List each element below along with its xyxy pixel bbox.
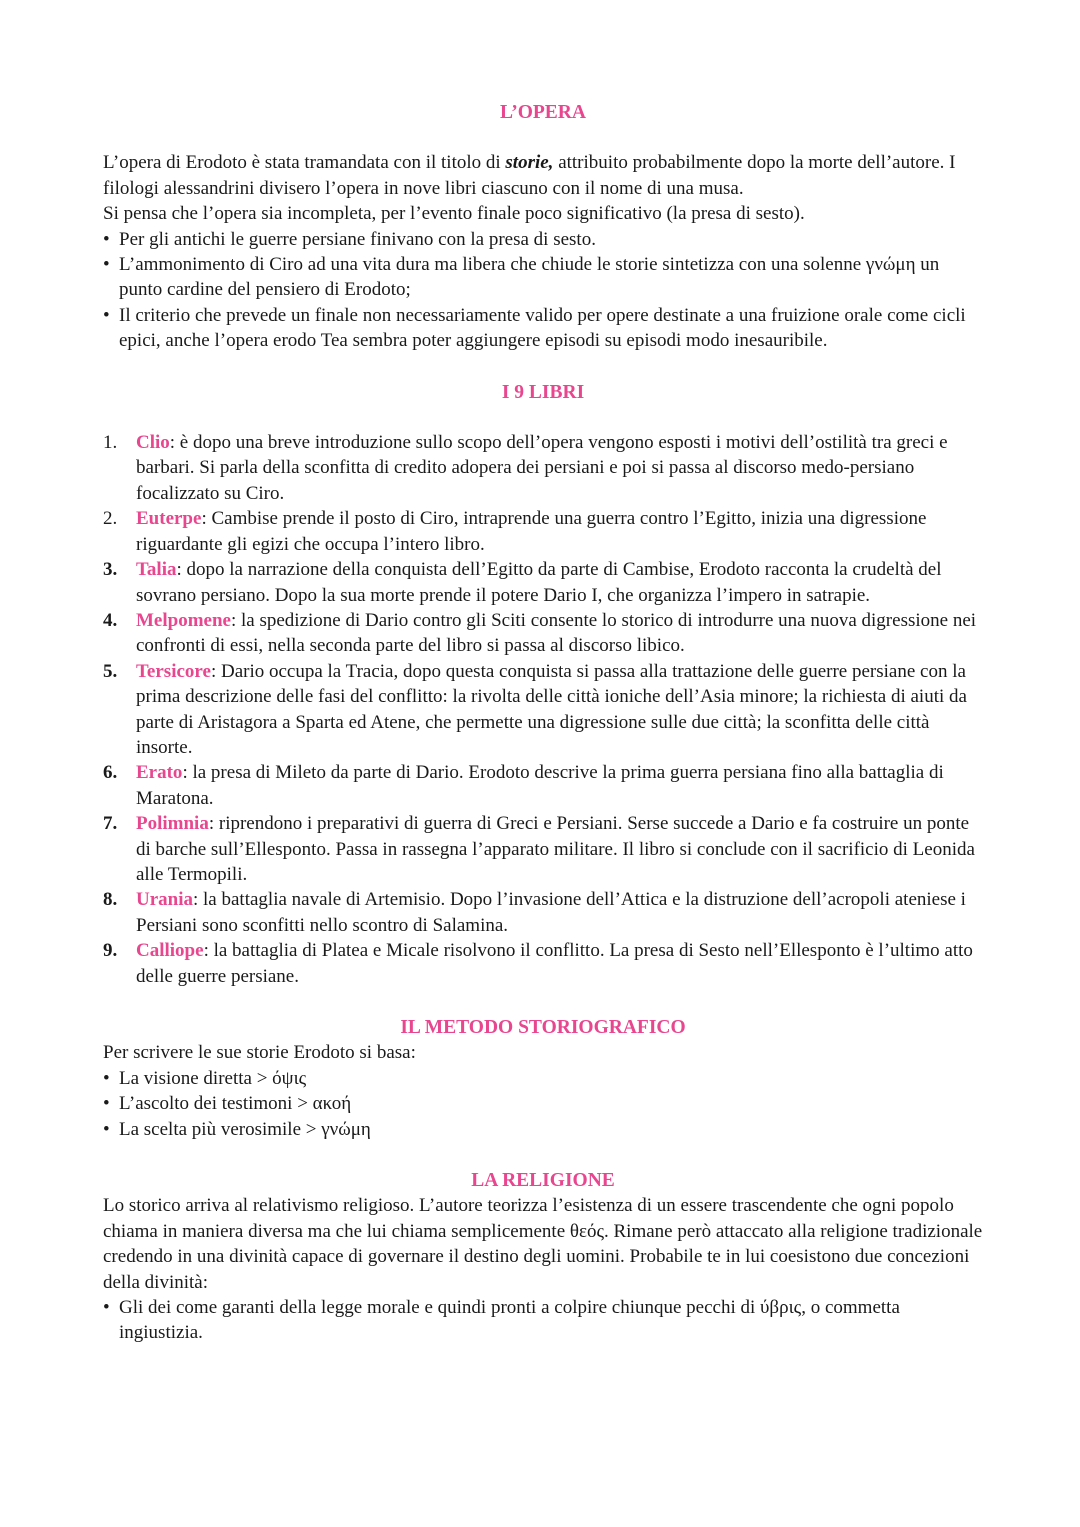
book-description: : la battaglia navale di Artemisio. Dopo l’invasione dell’Attica e la distruzione dell’acropoli ateniese i Persiani sono sconfitti nello scontro di Salamina. [136,889,966,936]
opera-bullet-item: • Per gli antichi le guerre persiane finivano con la presa di sesto. [103,227,983,252]
opera-bullet-item: • L’ammonimento di Ciro ad una vita dura ma libera che chiude le storie sintetizza con una solenne γνώμη un punto cardine del pensiero di Erodoto; [103,252,983,303]
book-name: Erato [136,762,183,784]
opera-intro-part-b: attribuito probabilmente dopo la morte dell’autore. I filologi alessandrini divisero l’opera in nove libri ciascuno con il nome di una musa. [103,152,956,199]
section-title-metodo: IL METODO STORIOGRAFICO [400,1017,686,1038]
opera-intro-part-a: L’opera di Erodoto è stata tramandata con il titolo di [103,152,506,174]
book-name: Tersicore [136,660,211,682]
section-title-libri: I 9 LIBRI [501,381,585,403]
book-item-3 [103,557,983,608]
section-title-religione: LA RELIGIONE [471,1170,615,1192]
religione-bullet-list [103,1295,983,1346]
opera-bullet-list [103,227,983,354]
book-item-2 [103,506,983,557]
document-page [103,100,983,1346]
book-description: : la presa di Mileto da parte di Dario. Erodoto descrive la prima guerra persiana fino alla battaglia di Maratona. [136,762,944,809]
opera-incomplete-paragraph: Si pensa che l’opera sia incompleta, per l’evento finale poco significativo (la presa di sesto). [103,203,805,225]
book-description: : riprendono i preparativi di guerra di Greci e Persiani. Serse succede a Dario e fa costruire un ponte di barche sull’Ellesponto. Passa in rassegna l’apparato militare. Il libro si conclude con il sacrificio di Leonida alle Termopili. [136,813,975,885]
book-number: 2. [103,508,118,530]
book-name: Urania [136,889,193,911]
book-description: : la battaglia di Platea e Micale risolvono il conflitto. La presa di Sesto nell’Ellesponto è l’ultimo atto delle guerre persiane. [136,940,973,987]
book-name: Talia [136,559,177,581]
book-item-8 [103,887,983,938]
book-number: 6. [103,762,118,784]
section-title-opera: L’OPERA [500,102,586,123]
book-number: 3. [103,559,118,581]
book-item-7 [103,811,983,887]
book-item-9 [103,938,983,989]
book-description: : dopo la narrazione della conquista dell’Egitto da parte di Cambise, Erodoto racconta la crudeltà del sovrano persiano. Dopo la sua morte prende il potere Dario I, che organizza l’impero in satrapie. [136,559,942,606]
book-name: Calliope [136,940,204,962]
book-name: Polimnia [136,813,209,835]
book-description: : Cambise prende il posto di Ciro, intraprende una guerra contro l’Egitto, inizia una digressione riguardante gli egizi che occupa l’intero libro. [136,508,927,555]
books-list [103,430,983,989]
book-number: 1. [103,432,118,454]
religione-intro: Lo storico arriva al relativismo religioso. L’autore teorizza l’esistenza di un essere trascendente che ogni popolo chiama in maniera diversa ma che lui chiama semplicemente θεός. Rimane però attaccato alla religione tradizionale credendo in una divinità capace di governare il destino degli uomini. Probabile te in lui coesistono due concezioni della divinità: [103,1195,983,1293]
book-name: Euterpe [136,508,202,530]
book-item-4 [103,608,983,659]
metodo-bullet-list [103,1066,983,1142]
book-item-5 [103,659,983,761]
book-item-1 [103,430,983,506]
book-name: Clio [136,432,170,454]
religione-bullet-item: • Gli dei come garanti della legge morale e quindi pronti a colpire chiunque pecchi di ύβρις, o commetta ingiustizia. [103,1295,983,1346]
book-number: 4. [103,609,118,631]
book-number: 7. [103,813,118,835]
book-description: : è dopo una breve introduzione sullo scopo dell’opera vengono esposti i motivi dell’ostilità tra greci e barbari. Si parla della sconfitta di credito adopera dei persiani e poi si passa al discorso medo-persiano focalizzato su Ciro. [136,432,948,504]
book-item-6 [103,760,983,811]
opera-bullet-item: • Il criterio che prevede un finale non necessariamente valido per opere destinate a una fruizione orale come cicli epici, anche l’opera erodo Tea sembra poter aggiungere episodi su episodi modo inesauribile. [103,303,983,354]
book-name: Melpomene [136,609,231,631]
opera-intro-paragraph [103,150,983,201]
book-description: : la spedizione di Dario contro gli Sciti consente lo storico di introdurre una nuova digressione nei confronti di essi, nella seconda parte del libro si passa al discorso libico. [136,609,977,657]
metodo-bullet-item: • La scelta più verosimile > γνώμη [103,1117,983,1142]
book-number: 8. [103,889,118,911]
book-number: 9. [103,940,118,962]
metodo-bullet-item: • La visione diretta > όψις [103,1066,983,1091]
metodo-intro: Per scrivere le sue storie Erodoto si basa: [103,1042,416,1064]
opera-intro-emphasis: storie, [505,152,554,174]
book-number: 5. [103,660,118,682]
metodo-bullet-item: • L’ascolto dei testimoni > ακοή [103,1091,983,1116]
book-description: : Dario occupa la Tracia, dopo questa conquista si passa alla trattazione delle guerre persiane con la prima descrizione delle fasi del conflitto: la rivolta delle città ioniche dell’Asia minore; la richiesta di aiuti da parte di Aristagora a Sparta ed Atene, che permette una digressione sulle due città; la sconfitta delle città insorte. [136,660,967,758]
